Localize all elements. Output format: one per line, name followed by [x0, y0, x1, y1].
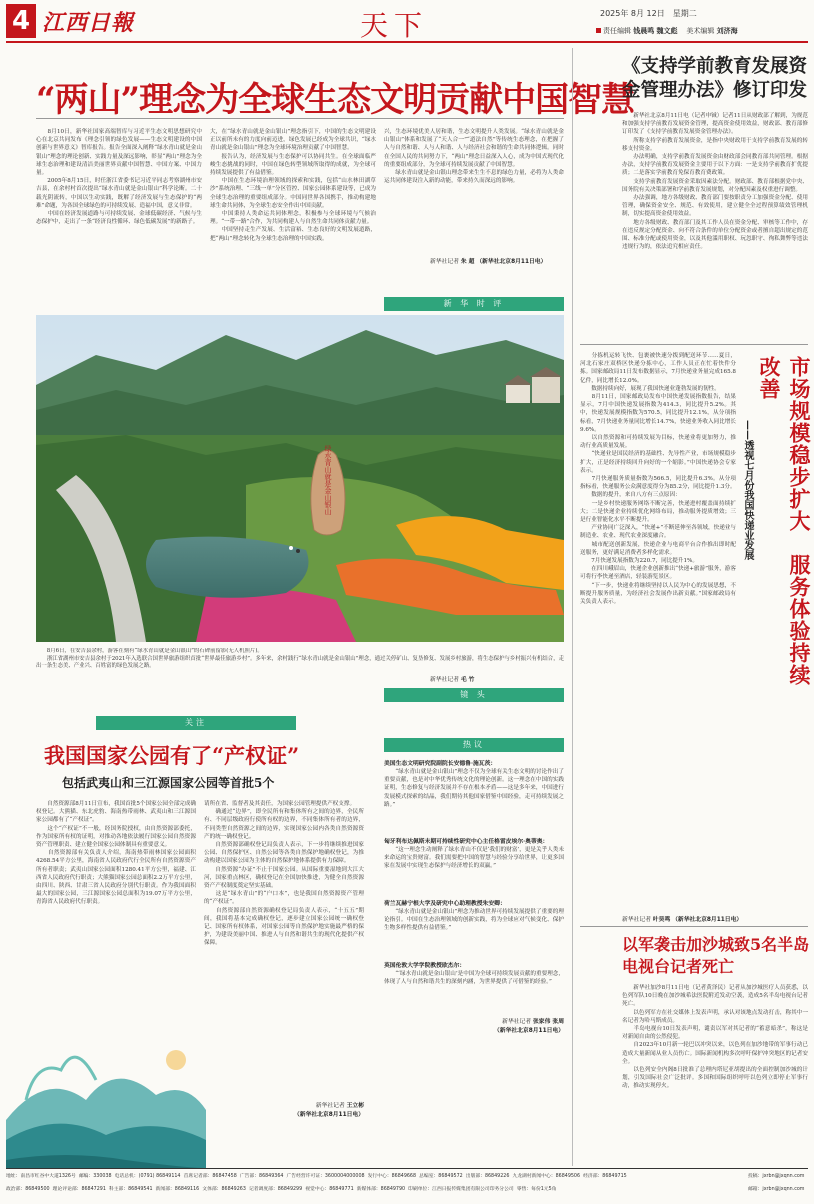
byline-names: 朱 超: [460, 259, 475, 265]
byline-label: 新华社记者: [315, 1103, 345, 1109]
attention-column-2: 请所在省、监督者及其责任，为国家公园管理提供产权支撑。 确通过“边界”，即全民所有和集体所有之间的边界，全民所有、不同层级政府行使所有权的边界，不同集体所有者的边界，不同类型自然资源之间的边界，实现国家公园内各类自然资源资产的统一确权登记。 自然资源部确权登记局负责人表示，下一步将继续推进国家公园、自然保护区、自然公园等各类自然保护地确权登记，为推动构建以国家公园为主体的自然保护地体系提供有力保障。 自然资源“办证”不止于国家公园。从国际重要湿地到大江大河，国家重点林区，确权登记在全国加快推进，为健全自然资源资产产权制度奠定坚实基础。 这是“绿水青山”的“户口本”，也是我国自然资源资产管理的“产权证”。 自然资源部自然资源确权登记局负责人表示，“十五五”期间，我国将基本完成确权登记，逐步建立国家公园统一确权登记、国家所有权体系，对国家公园等自然保护地实施最严格的保护，为建设美丽中国、推进人与自然和谐共生的现代化提供产权保障。: [204, 801, 364, 947]
hot-speaker: 荷兰瓦赫宁根大学及研究中心助理教授朱安卿：: [384, 901, 506, 907]
strike-headline: 以军袭击加沙城致5名半岛电视台记者死亡: [622, 935, 810, 976]
attention-subtitle: 包括武夷山和三江源国家公园等首批5个: [62, 776, 275, 790]
preschool-headline: 《支持学前教育发展资金管理办法》修订印发: [622, 56, 808, 101]
issue-date: 2025年 8月 12日 星期二: [600, 9, 697, 18]
hot-quote: “‘绿水青山就是金山银山’是中国为全球可持续发展贡献的重要理念，体现了人与自然和谐共生的深刻内涵，为世界提供了可借鉴的经验。”: [384, 971, 564, 986]
hot-quote: “绿水青山就是金山银山”理念为推动世界可持续发展提供了重要的理论指引。中国在生态治理领域的创新实践，将为全球应对气候变化、保护生物多样性提供有益借鉴。”: [384, 909, 564, 932]
byline-names: 王立彬: [346, 1103, 364, 1109]
contact-line: 投稿：jxrbn@jxqnn.com: [748, 1174, 805, 1179]
lead-column-3: 兴，生态环境优美人居和谐，生态文明提升人类发展。“绿水青山就是金山银山”体系和发展了“天人合一”“道法自然”等传统生态理念，在把握了人与自然和谐、人与人和谐、人与经济社会和谐的生命共同体逻辑。同时在全国人民的共同努力下，“两山”理念日益深入人心，成为中国式现代化的重要组成部分，为全球可持续发展贡献了中国智慧。 绿水青山就是金山银山理念带来生生不息的绿色力量，必将为人类命运共同体建设注入新的动能，带来持久而深远的影响。: [384, 129, 564, 185]
editor-line: [596, 26, 738, 36]
section-title: 天下: [360, 9, 429, 42]
credit-name: 毛 竹: [460, 677, 475, 683]
byline-label: 新华社记者: [502, 1019, 532, 1025]
editor-role: 责任编辑: [603, 27, 631, 35]
preschool-rule: [580, 344, 808, 345]
hot-bar: 热议: [384, 738, 564, 752]
lead-column-1: 8月10日，新华社国家高端智库与习近平生态文明思想研究中心在北京共同发布《理念引领的绿色发展——生态文明建设的中国创新与世界意义》智库报告。报告全面深入阐释“绿水青山就是金山银山”理念的理论创新、实践力量及深远影响，彰显“两山”理念为全球生态治理和建设清洁美丽世界贡献中国智慧、中国方案、中国力量。 2005年8月15日，时任浙江省委书记习近平同志考察湖州市安吉县，在余村村首次提出“绿水青山就是金山银山”科学论断。二十载光阴流转，中国以生动实践，既解了经济发展与生态保护的“两难”命题，为各国全球绿色的可持续发展、造福中国，意义非常。 中国在经济发展道路与可持续发展、金球低碳经济、气候与生态保护中，走出了一条“经济良性循环、绿色低碳发展”的新路子。: [36, 129, 202, 226]
byline-label: 新华社记者: [622, 917, 651, 923]
lead-byline: [430, 256, 546, 265]
byline-source: （新华社北京8月11日电）: [672, 917, 743, 923]
hot-byline: [384, 1016, 564, 1034]
review-bar: 新 华 时 评: [384, 297, 564, 311]
photo-caption: 8月6日，在安吉县余村，游客在刻有“绿水青山就是金山银山”的石碑前留影(无人机照片)。 浙江省湖州市安吉县余村于2021年入选联合国世界旅游组织首批“世界最佳旅游乡村”。多年来，余村践行“绿水青山就是金山银山”理念，通过关停矿山、复垦修复、发展乡村旅游，将生态保护与乡村振兴有机结合，走出一条生态美、产业兴、百姓富的绿色发展之路。: [36, 648, 564, 670]
courier-byline: [622, 914, 742, 923]
footer-row-2: 政治部：86849500 理论评论部：86847291 科主部：86849541 新闻部：86849116 文体部：86849263 记者调度部：86849299 视觉中心：86849771 新媒体部：86849790 印刷单位：江西日报传媒集团有限公司印务分公司 零售：每份1元5角: [6, 1187, 557, 1192]
mountain-illustration-icon: [6, 1000, 266, 1168]
byline-label: 新华社记者: [430, 259, 459, 265]
contact-line: 邮箱：jxrbn@jxqnn.com: [748, 1187, 805, 1192]
lead-column-2: 大，在“绿水青山就是金山银山”理念指引下，中国的生态文明建设正以前所未有的力度向前迈进，绿色发展已经成为全球共识，“绿水青山就是金山银山”理念为全球环境治理贡献了中国智慧。 报告认为，经济发展与生态保护可以协同共生。在全球面临严峻生态挑战的同时，中国在绿色转型领域所取得的成就，为全球可持续发展提供了有益借鉴。 中国在生态环境治理领域的探索和实践，包括“山水林田湖草沙”系统治理、“三线一单”分区管控、国家公园体系建设等，已成为全球生态治理的重要组成部分。中国同世界各国携手，推动构建地球生命共同体，为全球生态安全作出中国贡献。 中国秉持人类命运共同体理念，积极参与全球环境与气候治理。“一带一路”合作，为共同构建人与自然生命共同体贡献力量。 中国坚持走生产发展、生活富裕、生态良好的文明发展道路，把“两山”理念转化为全球生态治理的中国实践。: [210, 129, 376, 242]
editor-name: 魏文彪: [656, 27, 678, 35]
hot-speaker: 英国伦敦大学学院教授欧杰尔：: [384, 963, 466, 969]
byline-names: 张家伟 张周: [532, 1019, 564, 1025]
courier-headline: 市场规模稳步扩大 服务体验持续改善: [757, 356, 812, 686]
park-illustration: [6, 1000, 266, 1168]
hot-speaker: 美国生态文明研究院副院长安德鲁·施瓦茨：: [384, 761, 497, 767]
page-number: 4: [6, 4, 36, 38]
village-photo: [36, 315, 564, 642]
paper-logo: 江西日報: [42, 10, 135, 36]
lens-bar: 镜 头: [384, 688, 564, 702]
byline-source: （新华社北京8月11日电）: [493, 1028, 564, 1034]
footer-contact: [748, 1172, 810, 1192]
courier-rule: [580, 926, 808, 927]
stone-inscription: 绿水青山就是金山银山: [324, 445, 332, 515]
editor-name: 钱晨鸣: [633, 27, 655, 35]
hot-section: [384, 760, 564, 1180]
attention-column-1: 自然资源部8月11日宣布，我国首批5个国家公园全部完成确权登记。大熊猫、东北虎豹、海南热带雨林、武夷山和三江源国家公园都有了“产权证”。 这个“产权证”不一般，经国务院授权，由自然资源部委托，作为国家所有权的证明，对推动各地依法履行国家公园自然资源资产管理职责、建立健全国家公园体制具有重要意义。 自然资源部有关负责人介绍，海南热带雨林国家公园面积4268.54平方公里，海南省人民政府代行全民所有自然资源资产所有者职责；武夷山国家公园面积1280.41平方公里，福建、江西省人民政府代行职责；大熊猫国家公园总面积2.2万平方公里，由四川、陕西、甘肃三省人民政府分别代行职责。作为我国面积最大的国家公园，三江源国家公园总面积为19.07万平方公里，青海省人民政府代行职责。: [36, 801, 196, 906]
hot-speaker: 匈牙利布达佩斯未期可持续性研究中心主任格雷皮埃尔·奥蒂奥：: [384, 839, 549, 845]
hot-quote: “这一理念生动阐释了绿水青山不仅是‘我们的财富’，更是关乎人类未来命运的宝贵财富。我们需要把中国的智慧与经验分享给世界，让更多国家在发展中实现生态保护与经济增长的双赢。”: [384, 847, 564, 870]
editor-role: 美术编辑: [686, 27, 715, 35]
masthead-rule: [6, 41, 808, 43]
byline-source: （新华社北京8月11日电）: [476, 259, 547, 265]
lead-headline: “两山”理念为全球生态文明贡献中国智慧: [36, 80, 635, 120]
credit-label: 新华社记者: [430, 677, 459, 683]
courier-body: 分拣机运转飞快、包裹被快速分拨到配送环节……夏日，河北石家庄双桥区快递分拣中心，工作人员正在忙着快件分拣。国家邮政局11日发布数据显示，7月快递业务量完成165.8亿件，同比增长12.0%。 数据持续向好，展现了我国快递业蓬勃发展的韧性。 8月11日，国家邮政局发布中国快递发展指数报告，结果显示，7月中国快递发展指数为414.3，同比提升5.2%。其中，快递发展规模指数为570.5，同比提升12.1%，从分项指标看，7月快递业务量同比增长14.7%，快递业务收入同比增长9.6%。 以自然资源和可持续发展为目标，快递业将更加努力，推动行业高质量发展。 “快递业是国民经济的基础性、先导性产业，市场规模稳步扩大，正是经济持续回升向好的一个缩影。”中国快递协会专家表示。 7月快递服务质量指数为566.5，同比提升6.3%。从分项指标看，快递服务公众满意度得分为85.2分，同比提升1.3分。 数据的提升，来自八方有三点原因： 一是乡村快递服务网络不断完善，快递进村覆盖面持续扩大；二是快递企业持续优化网络布局，推动服务提质增效；三是行业智能化水平不断提升。 产业协同广泛深入，“快递+”不断延伸至各领域，快递业与制造业、农业、现代农业深度融合。 城市配送创新发展，快递企业与电商平台合作推出即时配送服务，更好满足消费者多样化需求。 7月快递发展指数为220.7，同比提升1%。 在四川峨眉山，快递企业创新推出“快递+旅游”服务，游客可将行李快递至酒店，轻装游览景区。 “下一步，快递业将继续坚持以人民为中心的发展思想，不断提升服务质量，为经济社会发展作出新贡献。”国家邮政局有关负责人表示。: [580, 353, 736, 606]
preschool-body: 新华社北京8月11日电（记者申铖）记者11日从财政部了解到，为规范和加强支持学前教育发展资金管理，提高资金使用效益，财政部、教育部修订印发了《支持学前教育发展资金管理办法》。 所称支持学前教育发展资金，是指中央财政用于支持学前教育发展的转移支付资金。 办法明确，支持学前教育发展资金由财政部会同教育部共同管理。根据办法，支持学前教育发展资金主要用于以下方面：一是支持学前教育扩优提质；二是落实学前教育免保育教育费政策。 支持学前教育发展资金采取因素法分配。财政部、教育部根据党中央、国务院有关决策部署和学前教育发展规划，对分配因素及权重进行调整。 办法强调，地方各级财政、教育部门要按职责分工加强资金分配、使用管理，确保资金安全、规范、有效使用，建立健全全过程预算绩效管理机制，切实提高资金使用效益。 地方各级财政、教育部门及其工作人员在资金分配、审核等工作中，存在违反规定分配资金、向不符合条件的单位分配资金或者擅自超出规定的范围、标准分配或使用资金，以及其他滥用职权、玩忽职守、徇私舞弊等违法违规行为的，依法追究相应责任。: [622, 113, 808, 251]
attention-bar: 关注: [96, 716, 296, 730]
courier-subtitle: ——透视七月份我国快递业发展: [742, 420, 753, 560]
editor-marker-icon: [596, 28, 601, 33]
footer-row-1: 地址：南昌市红谷中大道1326号 邮编：330038 电话总机：(0791) 86849114 首席记者部：86847458 广告部：86849364 广告经营许可证：3600004000008 发行中心：86849668 总编室：86849572 出版部：86849226 九龙湖村新闻中心：86849506 经济部：86849715: [6, 1174, 627, 1179]
footer: [6, 1172, 746, 1192]
photo-credit: [430, 674, 474, 683]
village-photo-image: [36, 315, 564, 642]
footer-rule: [6, 1168, 808, 1169]
hot-quote: “绿水青山就是金山银山”理念不仅为全球有关生态文明的讨论作出了重要贡献，也是对中华优秀传统文化的理论创新。这一理念在中国的实践证明，生态修复与经济发展并不存在根本矛盾——这是多年来，中国进行发展模式探索的结晶，我们期待其他国家借鉴中国经验，走可持续发展之路。”: [384, 769, 564, 808]
lead-rule: [36, 118, 564, 119]
attention-headline: 我国国家公园有了“产权证”: [44, 743, 300, 768]
byline-source: （新华社北京8月11日电）: [293, 1112, 364, 1118]
byline-names: 叶昊鸣: [652, 917, 671, 923]
strike-body: 新华社加沙8月11日电（记者黄泽民）记者从加沙城医疗人员获悉，以色列军队10日晚在加沙城希法医院附近发动空袭，造成5名半岛电视台记者死亡。 以色列军方在社交媒体上发表声明，承认对该地点发动打击，称其中一名记者为哈马斯成员。 半岛电视台10日发表声明，谴责以军对其记者的“蓄意暗杀”，称这是对新闻自由的公然侵犯。 自2023年10月新一轮巴以冲突以来，以色列在加沙地带的军事行动已造成大量新闻从业人员伤亡。国际新闻机构多次呼吁保护冲突地区的记者安全。 以色列安全内阁8日批准了总理内塔尼亚胡提出的全面控制加沙城的计划，引发国际社会广泛批评。多国和国际组织呼吁以色列立即停止军事行动，推动实现停火。: [622, 985, 808, 1090]
column-divider: [572, 48, 573, 1166]
attention-byline: [260, 1100, 364, 1118]
editor-name: 刘济海: [716, 27, 738, 35]
